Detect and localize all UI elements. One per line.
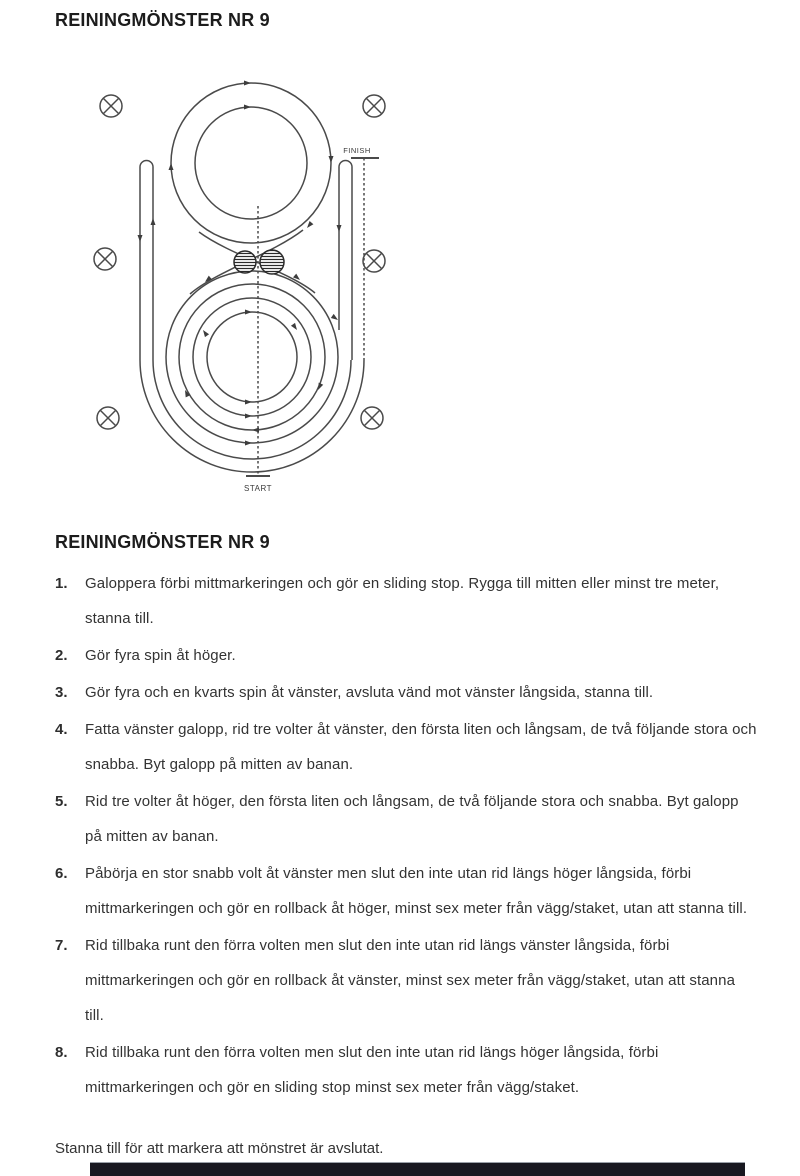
item-number: 7.	[55, 937, 68, 954]
reining-pattern-diagram	[60, 60, 400, 504]
list-item	[55, 1035, 757, 1105]
item-number: 4.	[55, 721, 68, 738]
arena-marker-icon	[363, 95, 385, 117]
item-number: 1.	[55, 575, 68, 592]
section-heading: REININGMÖNSTER NR 9	[55, 532, 270, 552]
item-number: 3.	[55, 684, 68, 701]
start-label: START	[244, 484, 272, 493]
start-line	[246, 206, 270, 476]
arena-marker-icon	[363, 250, 385, 272]
finish-line	[351, 158, 379, 360]
item-text: Påbörja en stor snabb volt åt vänster men slut den inte utan rid längs höger långsida, förbi mittmarkeringen och gör en rollback åt höger, minst sex meter från vägg/staket, utan att stanna till.	[85, 865, 748, 917]
item-number: 8.	[55, 1044, 68, 1061]
spin-coil-icon	[234, 250, 284, 274]
item-text: Galoppera förbi mittmarkeringen och gör en sliding stop. Rygga till mitten eller minst tre meter, stanna till.	[85, 575, 720, 627]
rundown-lines	[140, 161, 364, 473]
arena-marker-icon	[97, 407, 119, 429]
item-text: Rid tre volter åt höger, den första liten och långsam, de två följande stora och snabba. Byt galopp på mitten av banan.	[85, 793, 739, 845]
item-text: Rid tillbaka runt den förra volten men slut den inte utan rid längs höger långsida, förbi mittmarkeringen och gör en sliding stop minst sex meter från vägg/staket.	[85, 1044, 659, 1096]
item-text: Rid tillbaka runt den förra volten men slut den inte utan rid längs vänster långsida, förbi mittmarkeringen och gör en rollback åt vänster, minst sex meter från vägg/staket, utan att stanna till.	[85, 937, 736, 1024]
item-text: Gör fyra spin åt höger.	[85, 647, 236, 664]
list-item	[55, 638, 757, 673]
item-number: 6.	[55, 865, 68, 882]
instruction-list	[55, 566, 757, 1107]
list-item	[55, 712, 757, 782]
next-page-edge-bar	[90, 1162, 745, 1176]
arena-marker-icon	[100, 95, 122, 117]
item-number: 2.	[55, 647, 68, 664]
page-title: REININGMÖNSTER NR 9	[55, 10, 270, 30]
arena-marker-icon	[361, 407, 383, 429]
list-item	[55, 675, 757, 710]
list-item	[55, 784, 757, 854]
arena-marker-icon	[94, 248, 116, 270]
finish-label: FINISH	[343, 146, 371, 155]
bottom-circles	[166, 271, 338, 443]
list-item	[55, 928, 757, 1033]
item-text: Gör fyra och en kvarts spin åt vänster, avsluta vänd mot vänster långsida, stanna till.	[85, 684, 654, 701]
item-number: 5.	[55, 793, 68, 810]
list-item	[55, 566, 757, 636]
item-text: Fatta vänster galopp, rid tre volter åt vänster, den första liten och långsam, de två följande stora och snabba. Byt galopp på mitten av banan.	[85, 721, 757, 773]
closing-note: Stanna till för att markera att mönstret är avslutat.	[55, 1140, 384, 1157]
list-item	[55, 856, 757, 926]
